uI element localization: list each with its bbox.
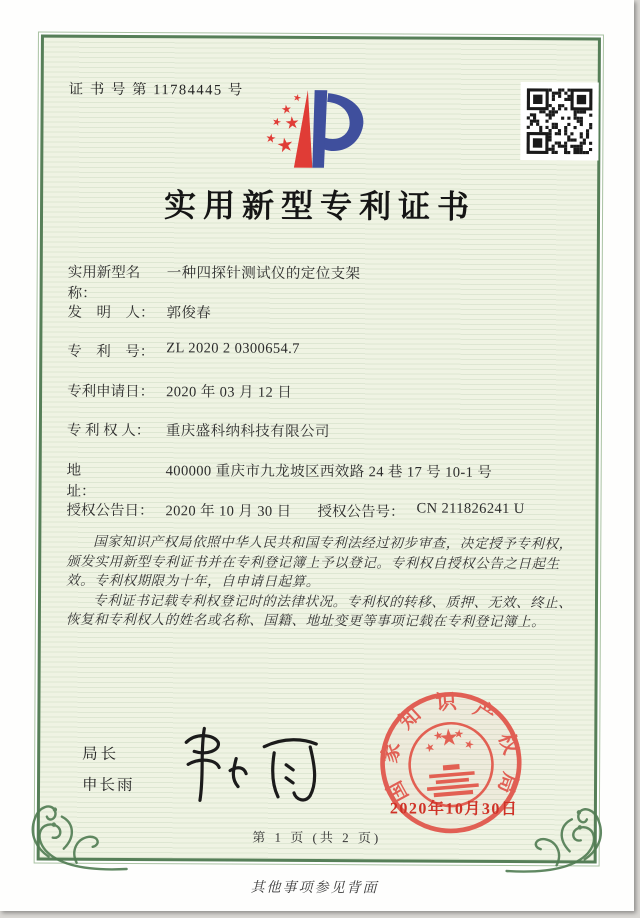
- field-value: ZL 2020 2 0300654.7: [166, 340, 300, 358]
- back-note: 其他事项参见背面: [250, 880, 379, 897]
- legal-paragraph: 国家知识产权局依照中华人民共和国专利法经过初步审查，决定授予专利权，颁发实用新型专利证书并在专利登记簿上予以登记。专利权自授权公告之日起生效。专利权期限为十年，自申请日起算。: [66, 533, 573, 590]
- field-label: 实用新型名称：: [67, 264, 141, 302]
- field-patentee: [67, 419, 576, 461]
- field-label: 发 明 人：: [67, 304, 155, 321]
- field-label: 地 址：: [66, 462, 140, 500]
- field-value: 重庆盛科纳科技有限公司: [165, 423, 330, 441]
- page-number: 第 1 页 (共 2 页): [252, 829, 382, 846]
- field-value: 2020 年 10 月 30 日: [165, 502, 292, 520]
- field-value: CN 211826241 U: [416, 500, 525, 517]
- certificate-body: [37, 35, 601, 864]
- legal-paragraph: 专利证书记载专利权登记时的法律状况。专利权的转移、质押、无效、终止、恢复和专利权人的姓名或名称、国籍、地址变更等事项记载在专利登记簿上。: [65, 592, 573, 630]
- qr-code: [520, 82, 598, 160]
- field-value: 郭俊春: [166, 304, 212, 322]
- field-inventor: [67, 300, 576, 342]
- seal-text: 国家知识产权局: [379, 691, 522, 806]
- director-title: 局长: [82, 745, 120, 763]
- field-value: 一种四探针测试仪的定位支架: [166, 265, 361, 283]
- certificate-border-frame: [34, 32, 604, 867]
- field-label: 授权公告日：: [66, 502, 154, 519]
- certificate-number: 证 书 号 第 11784445 号: [68, 81, 244, 99]
- seal-date: 2020年10月30日: [389, 800, 519, 819]
- field-label: 专 利 号：: [67, 343, 155, 361]
- field-patent-number: [67, 340, 576, 382]
- field-list: [66, 261, 576, 541]
- field-label: 专利申请日：: [67, 383, 155, 400]
- director-name: 申长雨: [81, 776, 135, 795]
- field-value: 2020 年 03 月 12 日: [166, 383, 293, 401]
- field-application-date: [67, 379, 576, 421]
- legal-text: [66, 532, 574, 633]
- field-value: 400000 重庆市九龙坡区西效路 24 巷 17 号 10-1 号: [165, 463, 493, 481]
- field-address: [67, 459, 576, 501]
- field-utility-name: [68, 261, 577, 303]
- director-signature: [172, 716, 353, 814]
- field-label: 专 利 权 人：: [66, 423, 151, 440]
- field-label: 授权公告号：: [317, 503, 405, 521]
- certificate-title: 实用新型专利证书: [163, 187, 477, 225]
- cnipa-logo-icon: [252, 83, 378, 179]
